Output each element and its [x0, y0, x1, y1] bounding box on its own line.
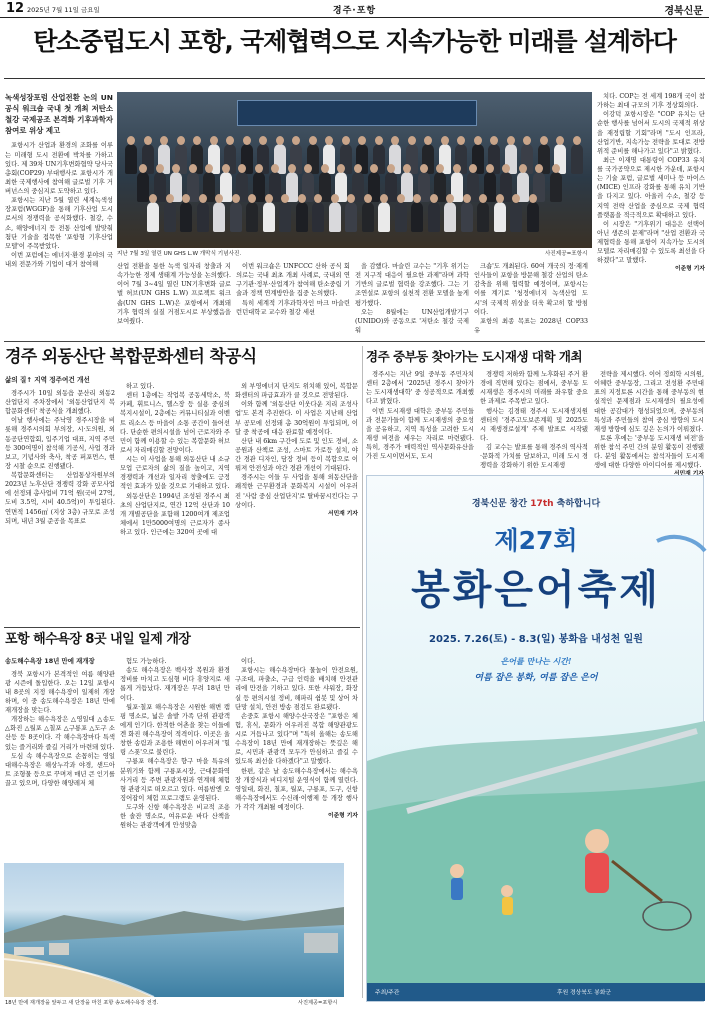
article1-column-6 [597, 92, 705, 342]
article1-subheading: 녹색성장포럼 산업전환 논의 UN 공식 워크숍 국내 첫 개최 저탄소 철강 국제공조 본격화 기후과학자 참여로 위상 제고 [5, 93, 113, 136]
article1-column-3: 이번 워크숍은 UNFCCC 산하 공식 회의로는 국내 최초 개최 사례로, 국내외 연구기관·정부·산업계가 참여해 탄소중립 기술과 정책 연계방안을 집중 논의했다. 특히 세계적 기후과학자인 마크 마슬린 런던대학교 교수와 철강 세션 [236, 263, 350, 316]
article2-body-1: 경주시가 10일 외동읍 문산리 외동2산업단지 주차장에서 '외동산업단지 복합문화센터' 착공식을 개최했다. 이날 행사에는 주낙영 경주시장을 비롯해 경주시의회 부의장, 시·도의원, 외동공단연합회, 입주기업 대표, 지역 주민 등 300여명이 참석해 기공식, 사업 경과보고, 기념사와 축사, 착공 퍼포먼스, 현장 시찰 순으로 진행됐다. 복합문화센터는 산업통상자원부의 2023년 노후산단 경쟁력 강화 공모사업에 선정돼 총사업비 71억 원(국비 27억, 도비 3.5억, 시비 40.5억)이 투입된다. 연면적 1456㎡ (지상 3층) 규모로 조성되며, 내년 3월 준공을 목표로 [5, 389, 115, 525]
photo-credit: 사진제공=포항시 [545, 251, 588, 257]
article2-column-1 [5, 376, 115, 626]
festival-slogan-1: 은어를 만나는 시간! [500, 656, 572, 666]
section-name: 경주·포항 [332, 6, 377, 16]
attendee-figure [510, 202, 522, 232]
article1-body-1: 포항시가 산업과 환경의 조화를 이루는 미래형 도시 전환에 박차를 가하고 있다. 제 39차 UN기후변화협약 당사국총회(COP29) 부대행사로 포항시가 개최한 국제행사에 참여해 글로벌 기후 거버넌스의 중심지로 도약하고 있다. 포항시는 지난 5월 열린 세계녹색성장포럼(WGGF)을 통해 기후산업 도시로서의 경쟁력을 공식화했다. 철강, 수소, 해양에너지 등 전통 산업에 발맞춰 첨단 기술을 접목한 '포항형 기후산업 모델'이 주목받았다. 이번 포럼에는 에너지·환경 분야의 국내외 전문가와 기업이 대거 참여해 [5, 142, 113, 269]
article2-column-2: 하고 있다. 센터 1층에는 작업복 공동세탁소, 북카페, 휘트니스, 헬스장 등 실용 중심의 복지시설이, 2층에는 커뮤니티실과 이벤트 리소스 등 마을이 소통 공간이 들어선다. 단순한 편의시설을 넘어 근로자와 주민이 함께 이용할 수 있는 복합문화 허브로서 자리매김할 전망이다. 시는 이 사업을 통해 외동산단 내 소규모업 근로자의 삶의 질을 높이고, 지역 경쟁력과 개선과 일자리 창출에도 긍정적인 효과가 있을 것으로 기대하고 있다. 외동산단은 1994년 조성된 경주시 최초의 산업단지로, 연간 12억 산단과 10개 개별공단을 포함해 1200여개 제조업체에서 1만5000여명의 근로자가 종사하고 있다. 인근에는 320여 곳에 대 [120, 383, 230, 536]
article2-headline: 경주 외동산단 복합문화센터 착공식 [5, 347, 257, 367]
article1-column-2: 산업 전환을 통한 녹색 일자리 창출과 지속가능한 경제 생태계 가능성을 논의했다. 이어 7월 3~4일 열린 UN기후변화 글로벌 허브(UN GHS L.W) 프로젝트 워크숍(UN GHS L.W)은 포항에서 개최돼 기후 협력의 실질 거점도시로 부상했음을 보여줬다. [117, 263, 231, 325]
page-number: 12 [6, 1, 25, 16]
publication-name: 경북신문 [664, 6, 703, 17]
column-divider [362, 346, 363, 998]
article1-column-4: 을 감했다. 마슬린 교수는 "기후 위기는 전 지구적 대응이 필요한 과제"라며 과학 기반의 글로벌 협력을 강조했다. 그는 기조연설로 포항의 실천적 전환 모델을 높게 평가했다. 오는 8월에는 UN산업개발기구(UNIDO)와 공동으로 '저탄소 철강 국제워 [355, 263, 469, 334]
article4-column-3 [235, 657, 358, 860]
attendee-figure [444, 202, 456, 232]
festival-name: 봉화은어축제 [411, 567, 661, 613]
article3-column-3 [594, 370, 704, 470]
attendee-figure [213, 202, 225, 232]
article2-subheading: 삶의 질↑ 지역 정주여건 개선 [5, 376, 90, 384]
attendee-figure [329, 202, 341, 232]
divider [4, 341, 705, 342]
attendee-figure [477, 202, 489, 232]
anniversary-banner: 경북신문 창간 17th 축하합니다 [471, 499, 601, 509]
article4-body-3: 이다. 포항시는 해수욕장마다 물놀이 안전요원, 구조대, 파출소, 구급 인력을 배치해 안전관리에 만전을 기하고 있다. 또한 샤워장, 화장실 등 편의시설 정비, 해파리 쉼봇 및 상어 차단망 설치, 안전 방송 점검도 완료됐다. 손중호 포항시 해양수산국장은 "포항은 체험, 휴식, 문화가 어우러진 복합 해양관광도시로 거듭나고 있다"며 "특히 올해는 송도해수욕장이 18년 만에 재개장하는 뜻깊은 해로, 시민과 관광객 모두가 안심하고 즐길 수 있도록 최선을 다하겠다"고 말했다. 한편, 같은 날 송도해수욕장에서는 해수욕장 개장식과 비디지털 운영식이 함께 열린다. 영일대, 화진, 칠포, 월포, 구룡포, 도구, 신항 해수욕장에서도 수신래·이행제 등 개장 행사가 각각 개최될 예정이다. [235, 658, 358, 811]
beach-photo-caption: 18년 만에 재개장을 앞두고 새 단장을 마친 포항 송도해수욕장 전경. [5, 1000, 159, 1006]
article1-column-5: 크숍'도 개최된다. 60여 개국의 정·재계 인사들이 포항을 방문해 철강 산업의 탄소 감축을 위해 협력할 예정이며, 포항시는 이를 계기로 '청정에너지 녹색산업 도시'의 국제적 위상을 더욱 확고히 할 방침이다. 포항의 최종 목표는 2028년 COP33 유 [474, 263, 588, 334]
attendee-figure [147, 202, 159, 232]
article1-column-1 [5, 92, 113, 342]
anniversary-prefix: 경북신문 창간 [471, 499, 528, 509]
article1-byline: 이준형 기자 [674, 266, 705, 273]
attendee-figure [550, 172, 562, 202]
beach-photo [4, 863, 344, 997]
attendee-figure [378, 202, 390, 232]
attendee-figure [362, 202, 374, 232]
attendee-figure [230, 202, 242, 232]
divider [4, 627, 360, 628]
issue-date: 2025년 7월 11일 금요일 [27, 6, 100, 14]
attendee-figure [395, 202, 407, 232]
festival-advertisement [366, 475, 704, 1002]
festival-illustration [367, 691, 705, 983]
article4-headline: 포항 해수욕장 8곳 내일 일제 개장 [5, 632, 191, 647]
attendee-figure [125, 144, 137, 174]
attendee-figure [494, 202, 506, 232]
article4-column-1 [5, 657, 115, 860]
attendee-figure [428, 202, 440, 232]
attendee-figure [246, 202, 258, 232]
anniversary-number: 17 [530, 499, 543, 509]
attendee-figure [137, 172, 149, 202]
anniversary-suffix: 축하합니다 [556, 499, 601, 509]
attendee-figure [164, 202, 176, 232]
article4-byline: 이준형 기자 [327, 813, 358, 820]
article2-body-3: 외 부영에너지 단지도 위치해 있어, 복합문화센터의 파급효과가 클 것으로 전망된다. 이와 함께 '외동산단 이웃다운 지리 조성사업'도 본격 추진한다. 이 사업은 지난해 산업부 공모에 선정돼 총 30억원이 투입되며, 이달 중 착공에 대응 완료할 예정이다. 산단 내 6km 구간에 도로 및 인도 정비, 소공원과 산책로 조성, 스마트 가로등 설치, 야간 경관 디자인, 담장 정비 등이 복합으로 이뤄져 안전성과 야간 경관 개선이 기대된다. 경주시는 이들 두 사업을 통해 외동산단을 쾌적한 근무환경과 문화복지 시설이 어우러진 '사람 중심 산업단지'로 탈바꿈시킨다는 구상이다. [235, 383, 358, 509]
ad-footer [367, 983, 705, 1001]
page-header [0, 0, 709, 18]
article3-column-1: 경주시는 지난 9일 중부동 주민자치센터 2층에서 '2025년 경주시 찾아가는 도시재생대학' 중 성공적으로 개최했다고 밝혔다. 이번 도시재생 대학은 중부동 주민들과 전문가들이 함께 도시재생의 중요성을 공유하고, 지역 특성을 고려한 도시재생 비전을 세우는 자리로 마련됐다. 특히, 경주가 매력적인 역사문화유산을 가진 도시이면서도, 도시 [366, 371, 474, 461]
attendee-figure [411, 202, 423, 232]
attendee-figure [279, 202, 291, 232]
article2-byline: 서민재 기자 [327, 510, 358, 517]
festival-edition: 제27회 [494, 526, 578, 555]
attendee-figure [263, 202, 275, 232]
article4-body-1: 경북 포항시가 본격적인 여름 해양관광 시즌에 돌입한다. 오는 12일 포항시 내 8곳의 지정 해수욕장이 일제히 개장하며, 이 중 송도해수욕장은 18년 만에 재개장을 맞는다. 개장하는 해수욕장은 △영일대 △송도 △화진 △월포 △칠포 △구룡포 △도구 소산등 등 8곳이다. 각 해수욕장마다 특색 있는 즐거리와 즐길 거리가 마련돼 있다. 도심 속 해수욕장으로 손꼽히는 영일대해수욕장은 해상누각과 야경, 샌드아트 조형물 등으로 꾸며져 매년 큰 인기를 끌고 있으며, 다양한 해양레저 체 [5, 670, 115, 788]
event-banner [237, 100, 477, 126]
ad-footer-sponsors: 후원 경상북도 봉화군 [557, 990, 612, 996]
article1-body-6: 치다. COP는 전 세계 198개 국이 참가하는 최대 규모의 기후 정상회의다. 이강덕 포항시장은 "COP 유치는 단순한 행사를 넘어서 도시의 국제적 위상을 재정립할 기회"라며 "도시 인프라, 산업기반, 지속가능 전략을 토대로 전방위적 준비를 해나가고 있다"고 밝혔다. 최근 이재명 대통령이 COP33 유치를 국가공약으로 제시한 가운데, 포항시는 기술 포럼, 글로벌 세미나 등 마이스(MICE) 인프라 강화를 통해 유치 기반을 다지고 있다. 아울러 수소, 철강 등 지역 전략 산업을 중심으로 국제 협력 플랫폼을 적극적으로 확대하고 있다. 이 시장은 "기후위기 대응은 선택이 아닌 생존의 문제"라며 "산업 전환과 국제협력을 통해 포항이 지속가능 도시의 모델로 자리매김할 수 있도록 최선을 다하겠다"고 말했다. [597, 93, 705, 265]
article4-column-2: 험도 가능하다. 송도 해수욕장은 백사장 복원과 환경 정비를 마치고 도심형 비다 휴양지로 새롭게 거듭났다. 재개장은 무려 18년 만이다. 월포·칠포 해수욕장은 시원한 해변 캠핑 명소로, 넓은 솔밭 가족 단위 관광객에게 인기다. 한적한 어촌을 찾는 이들에겐 화진 해수욕장이 적격이다. 이곳은 울창한 송림과 조용한 해변이 어우러져 '힐링 스폿'으로 불린다. 구룡포 해수욕장은 향구 마을 특유의 분위기와 함께 구룡포시장, 근대문화역사거리 등 주변 관광자원과 연계해 체험형 관광지로 떠오르고 있다. 여름밤엔 오징어잡이 체험 프로그램도 운영된다. 도구와 신항 해수욕장은 비교적 조용한 솔잔 명소로, 여유로운 바다 산책을 원하는 관광객에게 안성맞춤 [120, 658, 230, 830]
beach-illustration [4, 863, 344, 997]
festival-dates: 2025. 7.26(토) - 8.3(일) 봉화읍 내성천 일원 [429, 634, 643, 645]
ad-footer-organizer: 주최/주관 [375, 990, 400, 996]
article3-body-3: 전략을 제시했다. 이어 정희학 시의원, 이혜란 중부동장, 그리고 전성환 주민대표의 지정토론 시간을 통해 중부동의 현실적인 문제점과 도시재생의 필요성에 대한 공감대가 형성되었으며, 중부동의 특성과 주민들의 참여 중심 방향의 도시재생 방향에 심도 깊은 논의가 이뤄졌다. 토론 후에는 '중부동 도시재생 비전'을 위한 참석 주민 간의 분임 활동이 진행됐다. 분임 활동에서는 참석자들이 도시재생에 대한 다양한 아이디어를 제시했다. [594, 371, 704, 470]
article3-headline: 경주 중부동 찾아가는 도시재생 대학 개최 [366, 349, 583, 364]
beach-photo-credit: 사진제공=포항시 [298, 1000, 338, 1006]
attendee-figure [197, 202, 209, 232]
attendee-figure [180, 202, 192, 232]
attendee-figure [461, 202, 473, 232]
attendee-figure [296, 202, 308, 232]
attendee-figure [312, 202, 324, 232]
ceremony-photo [117, 92, 592, 248]
attendee-figure [527, 202, 539, 232]
main-headline: 탄소중립도시 포항, 국제협력으로 지속가능한 미래를 설계하다 [33, 27, 676, 56]
article4-subheading: 송도해수욕장 18년 만에 재개장 [5, 657, 95, 665]
photo-caption: 지난 7월 3일 열린 UN GHS L.W 개막식 기념사진. [117, 251, 242, 257]
article2-column-3 [235, 382, 358, 626]
festival-slogan-2: 여름 잡은 봉화, 여름 잡은 은어 [474, 673, 598, 683]
attendee-figure [345, 202, 357, 232]
article3-column-2: 경쟁력 저하와 함께 노후화된 주거 환경에 직면해 있다는 점에서, 중부동 도시재생은 경주시의 미래를 좌우할 중요한 과제로 주목받고 있다. 행사는 김경태 경주시 도시재생지원센터의 '경주고도보존계획 및 2025도시 재생경로설계' 주제 발표로 시작됐다. 김 교수는 발표를 통해 경주의 역사적·문화적 가치를 담보하고, 미래 도시 경쟁력을 강화하기 위한 도시재생 [480, 371, 588, 470]
attendee-figure [571, 144, 583, 174]
divider [4, 78, 705, 79]
